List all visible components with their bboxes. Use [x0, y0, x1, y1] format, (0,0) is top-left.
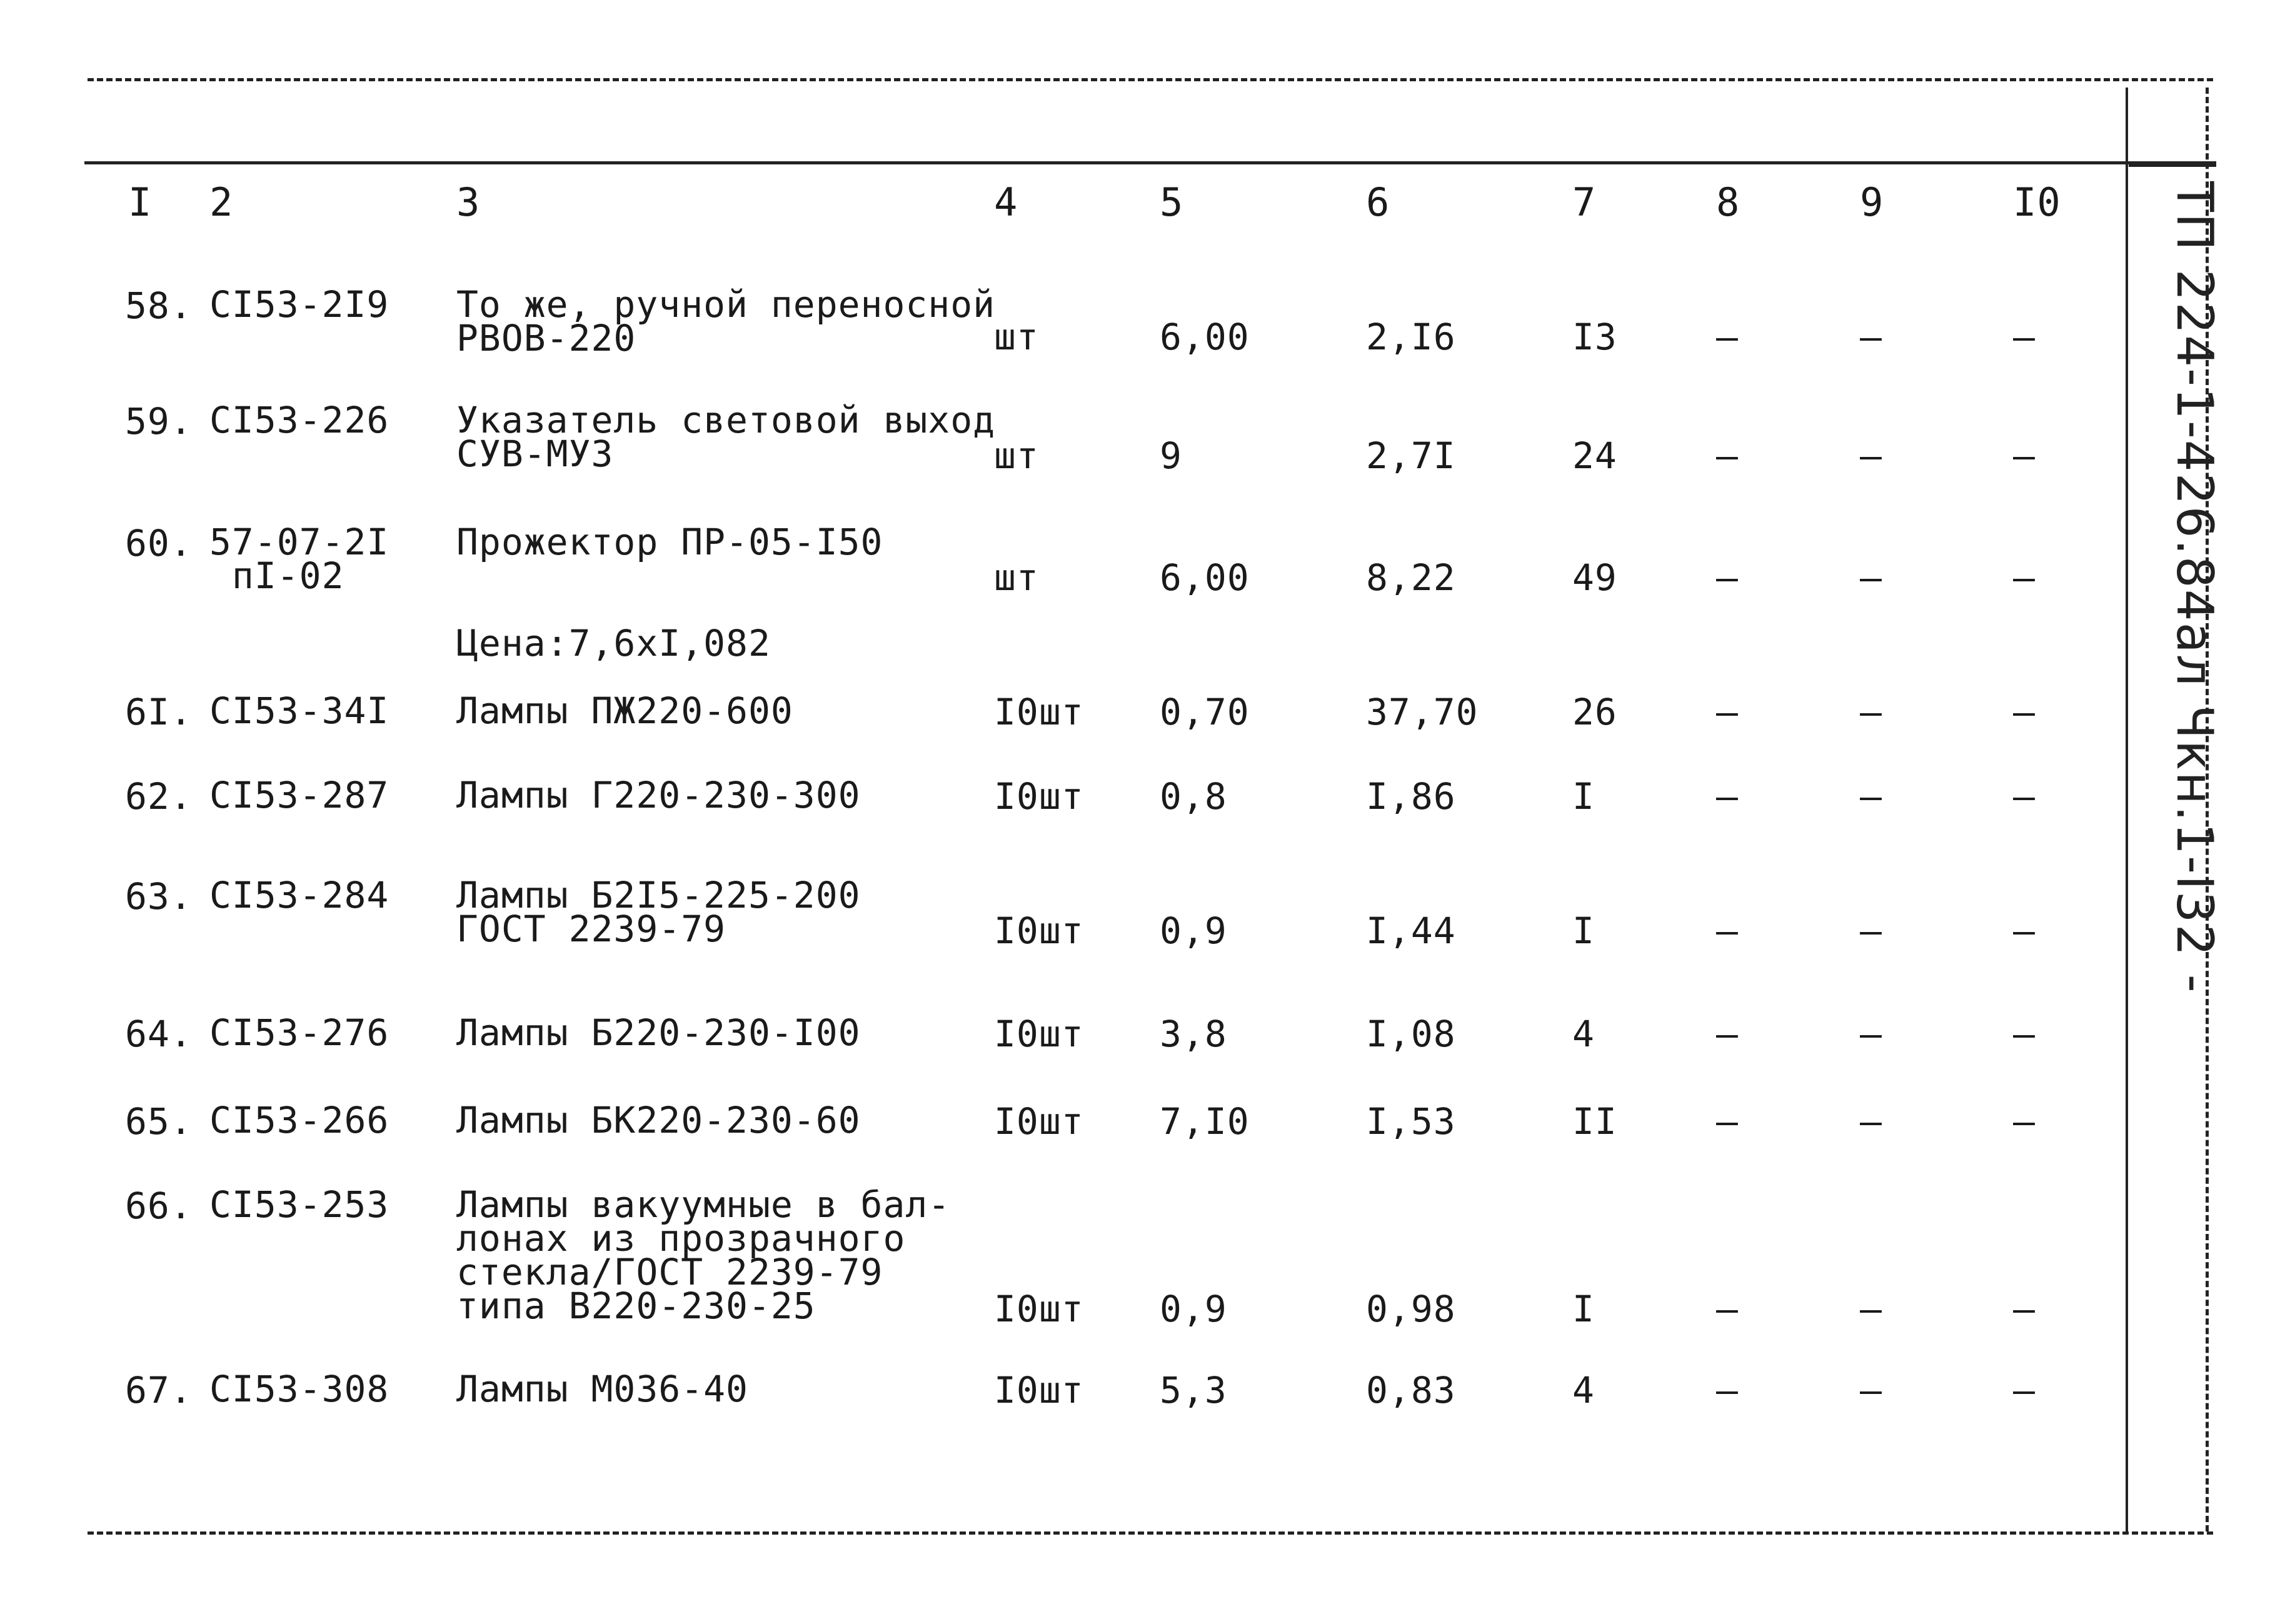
row-unit: I0шт [994, 691, 1084, 733]
column-header-7: 7 [1572, 179, 1597, 225]
row-col8: – [1716, 691, 1739, 733]
document-margin-code: ТП 224-1-426.84ал Чкн.1-I32 - [2166, 181, 2224, 994]
row-code: CI53-253 [209, 1183, 389, 1226]
row-code: CI53-2I9 [209, 283, 389, 326]
column-header-10: I0 [2013, 179, 2061, 225]
row-col10: – [2013, 775, 2036, 818]
column-header-4: 4 [994, 179, 1018, 225]
row-col7: I [1572, 775, 1595, 818]
row-description: Лампы М036-40 [456, 1368, 748, 1410]
row-col8: – [1716, 316, 1739, 358]
row-col9: – [1860, 775, 1882, 818]
row-price-note: Цена:7,6хI,082 [456, 622, 771, 664]
row-unit: I0шт [994, 1369, 1084, 1411]
row-number: 65. [125, 1100, 193, 1143]
row-col7: 26 [1572, 691, 1617, 733]
row-number: 62. [125, 775, 193, 818]
row-quantity: 7,I0 [1160, 1100, 1250, 1143]
row-number: 59. [125, 400, 193, 443]
bottom-dashed-rule [88, 1531, 2213, 1535]
margin-vertical-rule [2126, 88, 2128, 1531]
row-code: CI53-287 [209, 774, 389, 816]
row-col7: 49 [1572, 556, 1617, 599]
row-unit: шт [994, 556, 1039, 599]
row-col8: – [1716, 910, 1739, 952]
column-header-1: I [128, 179, 153, 225]
row-price: 8,22 [1366, 556, 1456, 599]
row-col8: – [1716, 556, 1739, 599]
row-quantity: 3,8 [1160, 1013, 1227, 1055]
row-code: CI53-34I [209, 689, 389, 732]
row-col10: – [2013, 1100, 2036, 1143]
row-number: 64. [125, 1013, 193, 1055]
column-header-3: 3 [456, 179, 481, 225]
row-quantity: 0,9 [1160, 1288, 1227, 1330]
row-quantity: 6,00 [1160, 556, 1250, 599]
row-description: Лампы Г220-230-300 [456, 774, 861, 816]
column-header-9: 9 [1860, 179, 1884, 225]
row-unit: шт [994, 316, 1039, 358]
row-description: Лампы Б220-230-I00 [456, 1011, 861, 1054]
row-col9: – [1860, 1013, 1882, 1055]
row-price: 37,70 [1366, 691, 1479, 733]
row-price: I,53 [1366, 1100, 1456, 1143]
row-col10: – [2013, 691, 2036, 733]
row-number: 60. [125, 522, 193, 564]
row-col10: – [2013, 556, 2036, 599]
row-unit: I0шт [994, 1013, 1084, 1055]
row-col7: II [1572, 1100, 1617, 1143]
row-description: Указатель световой выход СУВ-МУЗ [456, 399, 996, 475]
row-price: I,86 [1366, 775, 1456, 818]
row-col9: – [1860, 1288, 1882, 1330]
row-quantity: 6,00 [1160, 316, 1250, 358]
row-code: CI53-226 [209, 399, 389, 441]
row-col10: – [2013, 1288, 2036, 1330]
row-col7: 24 [1572, 434, 1617, 477]
row-col9: – [1860, 316, 1882, 358]
row-quantity: 9 [1160, 434, 1182, 477]
row-col10: – [2013, 316, 2036, 358]
column-header-8: 8 [1716, 179, 1740, 225]
row-code: CI53-266 [209, 1099, 389, 1141]
row-number: 6I. [125, 691, 193, 733]
column-header-2: 2 [209, 179, 234, 225]
column-header-5: 5 [1160, 179, 1184, 225]
row-col9: – [1860, 910, 1882, 952]
header-rule [84, 161, 2216, 164]
row-col8: – [1716, 1013, 1739, 1055]
row-col7: 4 [1572, 1013, 1595, 1055]
row-code: CI53-276 [209, 1011, 389, 1054]
row-col9: – [1860, 556, 1882, 599]
row-col7: I [1572, 1288, 1595, 1330]
row-quantity: 5,3 [1160, 1369, 1227, 1411]
row-col9: – [1860, 1100, 1882, 1143]
row-unit: I0шт [994, 1100, 1084, 1143]
row-unit: шт [994, 434, 1039, 477]
row-price: 0,83 [1366, 1369, 1456, 1411]
row-col8: – [1716, 434, 1739, 477]
row-unit: I0шт [994, 775, 1084, 818]
row-col8: – [1716, 775, 1739, 818]
row-col10: – [2013, 434, 2036, 477]
row-price: 2,I6 [1366, 316, 1456, 358]
row-quantity: 0,70 [1160, 691, 1250, 733]
header-rule-lower [2129, 164, 2216, 167]
row-price: 0,98 [1366, 1288, 1456, 1330]
row-unit: I0шт [994, 910, 1084, 952]
row-col8: – [1716, 1288, 1739, 1330]
row-col10: – [2013, 1013, 2036, 1055]
row-code: CI53-308 [209, 1368, 389, 1410]
row-description: Лампы БК220-230-60 [456, 1099, 861, 1141]
row-col7: I3 [1572, 316, 1617, 358]
row-description: Лампы Б2I5-225-200 ГОСТ 2239-79 [456, 874, 861, 950]
column-header-6: 6 [1366, 179, 1390, 225]
row-number: 67. [125, 1369, 193, 1411]
row-price: I,08 [1366, 1013, 1456, 1055]
row-description: Лампы вакуумные в бал- лонах из прозрачного стекла/ГОСТ 2239-79 типа В220-230-25 [456, 1183, 951, 1327]
row-col7: 4 [1572, 1369, 1595, 1411]
row-description: Лампы ПЖ220-600 [456, 689, 793, 732]
row-col10: – [2013, 1369, 2036, 1411]
row-col8: – [1716, 1369, 1739, 1411]
row-col8: – [1716, 1100, 1739, 1143]
row-col10: – [2013, 910, 2036, 952]
row-price: I,44 [1366, 910, 1456, 952]
row-code: 57-07-2I пI-02 [209, 521, 389, 597]
row-description: То же, ручной переносной РВОВ-220 [456, 283, 996, 359]
row-quantity: 0,8 [1160, 775, 1227, 818]
row-number: 63. [125, 875, 193, 918]
row-code: CI53-284 [209, 874, 389, 916]
row-price: 2,7I [1366, 434, 1456, 477]
row-number: 58. [125, 284, 193, 327]
row-col7: I [1572, 910, 1595, 952]
row-description: Прожектор ПР-05-I50 [456, 521, 883, 563]
row-unit: I0шт [994, 1288, 1084, 1330]
row-number: 66. [125, 1185, 193, 1227]
row-quantity: 0,9 [1160, 910, 1227, 952]
row-col9: – [1860, 691, 1882, 733]
row-col9: – [1860, 1369, 1882, 1411]
top-dashed-rule [88, 78, 2213, 81]
row-col9: – [1860, 434, 1882, 477]
